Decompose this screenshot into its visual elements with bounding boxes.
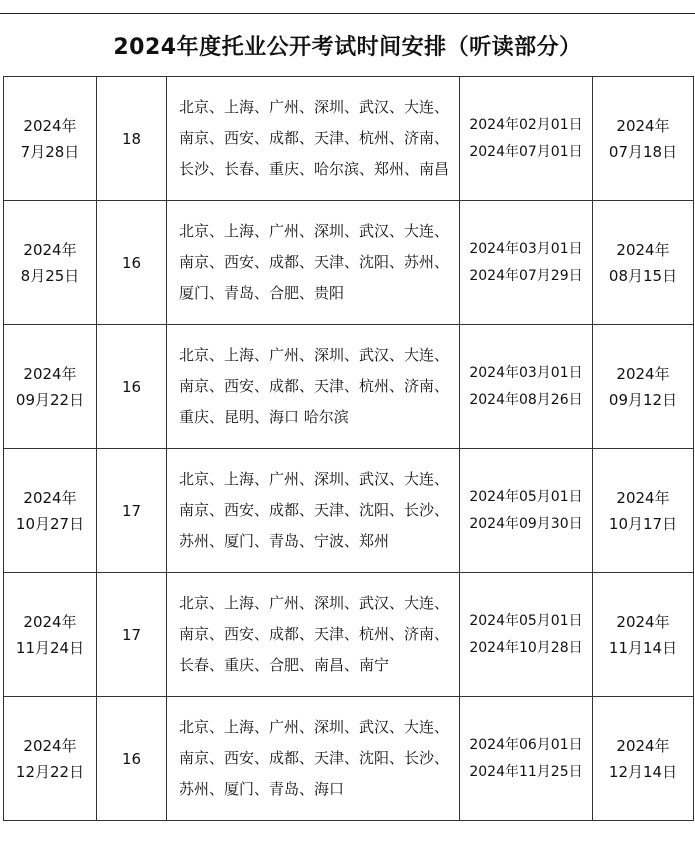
- registration-start: 2024年05月01日: [469, 488, 583, 505]
- exam-date-year: 2024年: [23, 240, 77, 259]
- city-count-cell: 16: [97, 325, 167, 449]
- exam-date-cell: [4, 325, 97, 449]
- score-date-year: 2024年: [616, 364, 670, 383]
- score-date-year: 2024年: [616, 116, 670, 135]
- exam-date-cell: [4, 573, 97, 697]
- score-date-day: 10月17日: [608, 514, 678, 533]
- registration-end: 2024年07月01日: [469, 143, 583, 160]
- table-row: [4, 77, 694, 201]
- score-date-cell: [593, 325, 694, 449]
- score-date-cell: [593, 449, 694, 573]
- score-date-cell: [593, 697, 694, 821]
- registration-start: 2024年02月01日: [469, 116, 583, 133]
- score-date-day: 09月12日: [608, 390, 678, 409]
- score-date-cell: [593, 77, 694, 201]
- page-title: 2024年度托业公开考试时间安排（听读部分）: [113, 35, 582, 60]
- registration-start: 2024年03月01日: [469, 240, 583, 257]
- city-count-cell: 16: [97, 697, 167, 821]
- exam-date-cell: [4, 77, 97, 201]
- cities-cell: 北京、上海、广州、深圳、武汉、大连、南京、西安、成都、天津、杭州、济南、 长春、重庆、合肥、南昌、南宁: [167, 573, 460, 697]
- city-count-cell: 16: [97, 201, 167, 325]
- registration-cell: [460, 325, 593, 449]
- table-row: [4, 325, 694, 449]
- cities-cell: 北京、上海、广州、深圳、武汉、大连、南京、西安、成都、天津、杭州、济南、长沙、长春、重庆、哈尔滨、郑州、南昌: [167, 77, 460, 201]
- registration-end: 2024年09月30日: [469, 515, 583, 532]
- city-count-cell: 17: [97, 449, 167, 573]
- exam-date-cell: [4, 697, 97, 821]
- exam-date-day: 11月24日: [15, 638, 85, 657]
- registration-end: 2024年11月25日: [469, 763, 583, 780]
- registration-end: 2024年08月26日: [469, 391, 583, 408]
- score-date-year: 2024年: [616, 736, 670, 755]
- score-date-year: 2024年: [616, 240, 670, 259]
- exam-date-day: 09月22日: [15, 390, 85, 409]
- exam-date-cell: [4, 201, 97, 325]
- score-date-day: 07月18日: [608, 142, 678, 161]
- cities-cell: 北京、上海、广州、深圳、武汉、大连、南京、西安、成都、天津、沈阳、苏州、厦门、青岛、合肥、贵阳: [167, 201, 460, 325]
- score-date-year: 2024年: [616, 488, 670, 507]
- schedule-table-viewport[interactable]: [0, 76, 695, 853]
- registration-cell: [460, 697, 593, 821]
- table-row: [4, 573, 694, 697]
- exam-date-day: 12月22日: [15, 762, 85, 781]
- city-count-cell: 17: [97, 573, 167, 697]
- cities-cell: 北京、上海、广州、深圳、武汉、大连、南京、西安、成都、天津、沈阳、长沙、 苏州、厦门、青岛、宁波、郑州: [167, 449, 460, 573]
- exam-date-year: 2024年: [23, 116, 77, 135]
- exam-date-year: 2024年: [23, 612, 77, 631]
- score-date-cell: [593, 573, 694, 697]
- registration-cell: [460, 573, 593, 697]
- registration-end: 2024年10月28日: [469, 639, 583, 656]
- schedule-table: [3, 76, 694, 821]
- score-date-year: 2024年: [616, 612, 670, 631]
- table-row: [4, 201, 694, 325]
- exam-date-day: 8月25日: [20, 266, 80, 285]
- score-date-cell: [593, 201, 694, 325]
- cities-cell: 北京、上海、广州、深圳、武汉、大连、南京、西安、成都、天津、沈阳、长沙、 苏州、厦门、青岛、海口: [167, 697, 460, 821]
- exam-date-day: 10月27日: [15, 514, 85, 533]
- city-count-cell: 18: [97, 77, 167, 201]
- top-rule: [0, 13, 695, 14]
- registration-cell: [460, 201, 593, 325]
- table-row: [4, 697, 694, 821]
- score-date-day: 08月15日: [608, 266, 678, 285]
- exam-date-year: 2024年: [23, 364, 77, 383]
- exam-date-year: 2024年: [23, 736, 77, 755]
- exam-date-year: 2024年: [23, 488, 77, 507]
- registration-start: 2024年06月01日: [469, 736, 583, 753]
- cities-cell: 北京、上海、广州、深圳、武汉、大连、南京、西安、成都、天津、杭州、济南、重庆、昆明、海口 哈尔滨: [167, 325, 460, 449]
- exam-date-cell: [4, 449, 97, 573]
- registration-cell: [460, 449, 593, 573]
- score-date-day: 11月14日: [608, 638, 678, 657]
- score-date-day: 12月14日: [608, 762, 678, 781]
- registration-end: 2024年07月29日: [469, 267, 583, 284]
- registration-start: 2024年05月01日: [469, 612, 583, 629]
- table-row: [4, 449, 694, 573]
- registration-start: 2024年03月01日: [469, 364, 583, 381]
- exam-date-day: 7月28日: [20, 142, 80, 161]
- registration-cell: [460, 77, 593, 201]
